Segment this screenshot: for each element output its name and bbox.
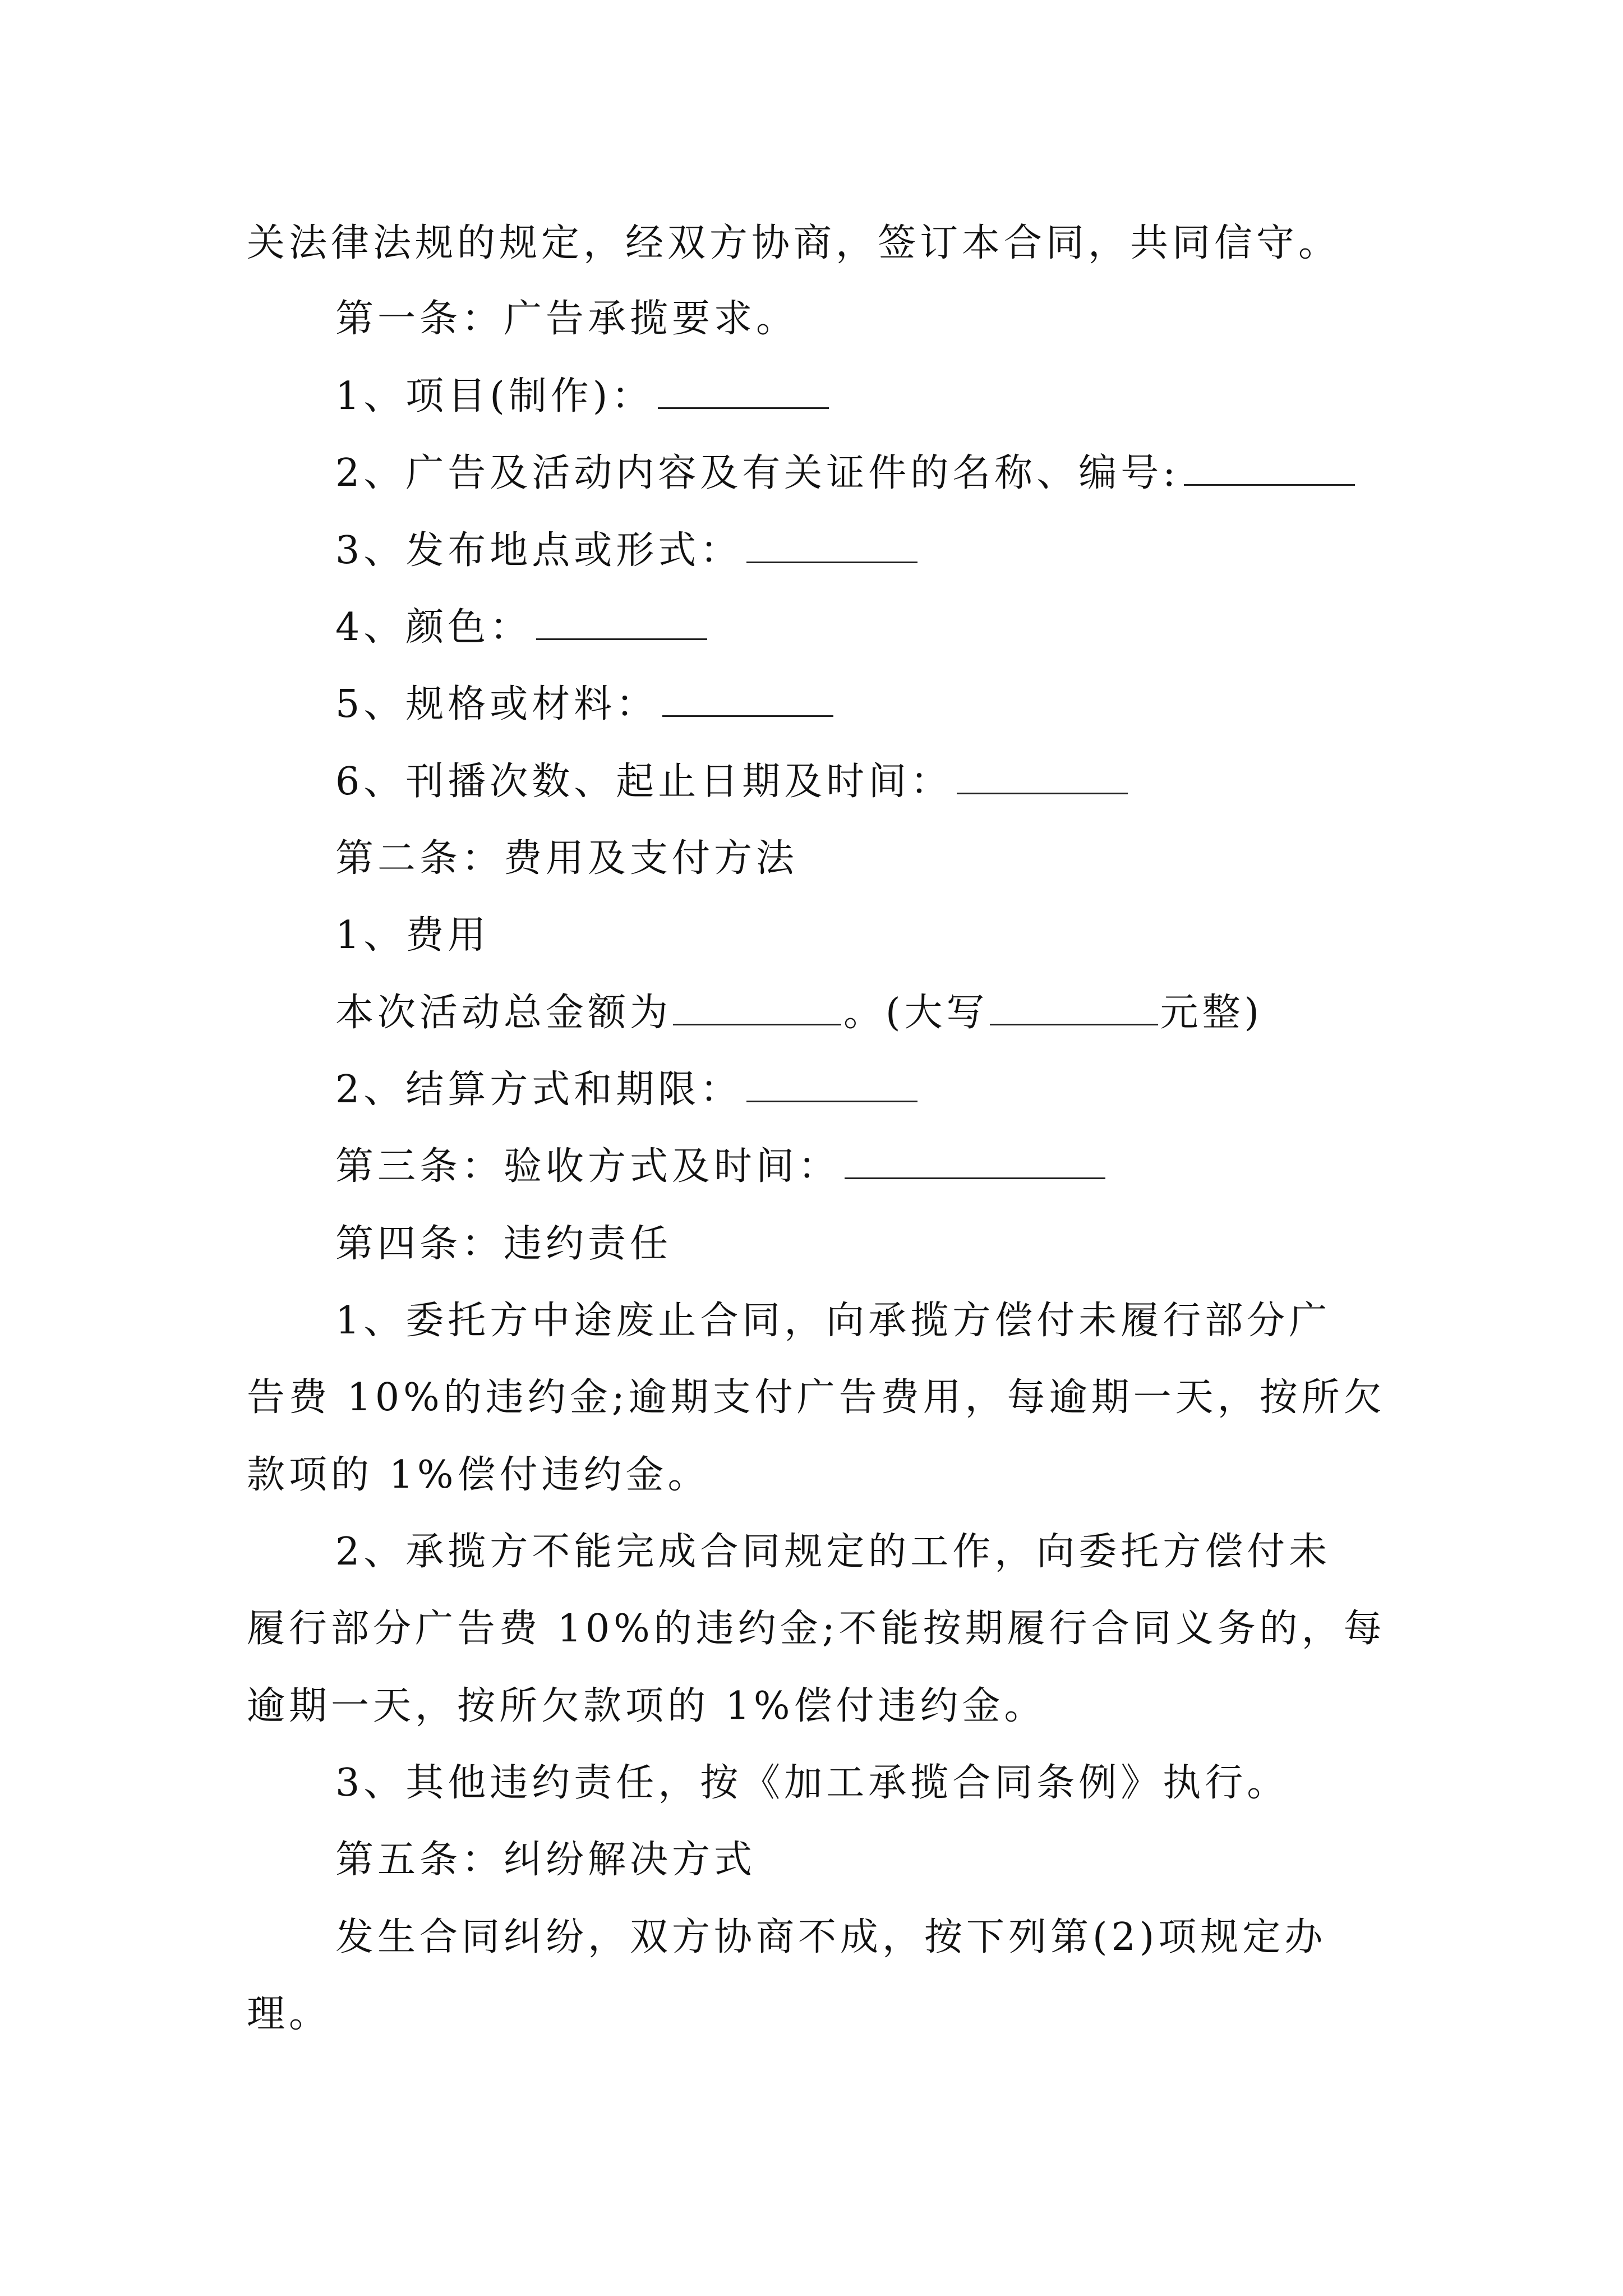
uppercase-amount-blank[interactable] [990,989,1158,1025]
total-label: 本次活动总金额为 [335,991,672,1035]
item-label: 4、颜色： [335,605,532,650]
article-1-item-2 [335,448,1355,499]
article-4-para-2-line-2: 履行部分广告费 10%的违约金;不能按期履行合同义务的，每 [247,1607,1386,1651]
uppercase-label: 。(大写 [843,991,989,1035]
article-4-para-2-line-1: 2、承揽方不能完成合同规定的工作，向委托方偿付未 [335,1530,1331,1574]
fill-in-blank[interactable] [746,1066,917,1102]
article-1-item-6 [335,757,1128,807]
article-4-para-1-line-3: 款项的 1%偿付违约金。 [247,1453,710,1497]
item-label: 1、项目(制作)： [335,374,654,418]
fill-in-blank[interactable] [536,604,707,640]
article-5-para-1-line-1: 发生合同纠纷，双方协商不成，按下列第(2)项规定办 [335,1915,1327,1959]
article-4-para-1-line-2: 告费 10%的违约金;逾期支付广告费用，每逾期一天，按所欠 [247,1375,1386,1420]
article-1-item-1 [335,371,829,422]
article-5-para-1-line-2: 理。 [247,1992,331,2036]
currency-suffix: 元整) [1160,991,1264,1035]
amount-blank[interactable] [673,989,841,1025]
article-4-para-2-line-3: 逾期一天，按所欠款项的 1%偿付违约金。 [247,1684,1046,1728]
article-4-heading: 第四条：违约责任 [335,1222,672,1266]
intro-closing-line: 关法律法规的规定，经双方协商，签订本合同，共同信守。 [247,221,1341,265]
article-5-heading: 第五条：纠纷解决方式 [335,1838,757,1882]
article-1-item-3 [335,526,917,576]
item-label: 6、刊播次数、起止日期及时间： [335,760,953,804]
item-label: 第三条：验收方式及时间： [335,1144,841,1189]
article-4-para-3: 3、其他违约责任，按《加工承揽合同条例》执行。 [335,1761,1289,1805]
fill-in-blank[interactable] [845,1143,1105,1179]
fill-in-blank[interactable] [1184,449,1355,486]
article-1-item-4 [335,602,707,653]
article-1-heading: 第一条：广告承揽要求。 [335,297,799,341]
item-label: 3、发布地点或形式： [335,528,743,573]
item-label: 5、规格或材料： [335,682,658,726]
article-2-heading: 第二条：费用及支付方法 [335,836,799,881]
fill-in-blank[interactable] [957,758,1128,794]
item-label: 2、结算方式和期限： [335,1068,743,1112]
article-1-item-5 [335,679,833,730]
article-3-heading [335,1142,1105,1192]
article-2-total-amount [335,988,1263,1038]
article-4-para-1-line-1: 1、委托方中途废止合同，向承揽方偿付未履行部分广 [335,1299,1331,1343]
fill-in-blank[interactable] [662,680,833,717]
article-2-item-2 [335,1065,917,1115]
article-2-item-1: 1、费用 [335,913,490,958]
item-label: 2、广告及活动内容及有关证件的名称、编号: [335,451,1180,495]
fill-in-blank[interactable] [746,527,917,563]
fill-in-blank[interactable] [658,372,829,409]
